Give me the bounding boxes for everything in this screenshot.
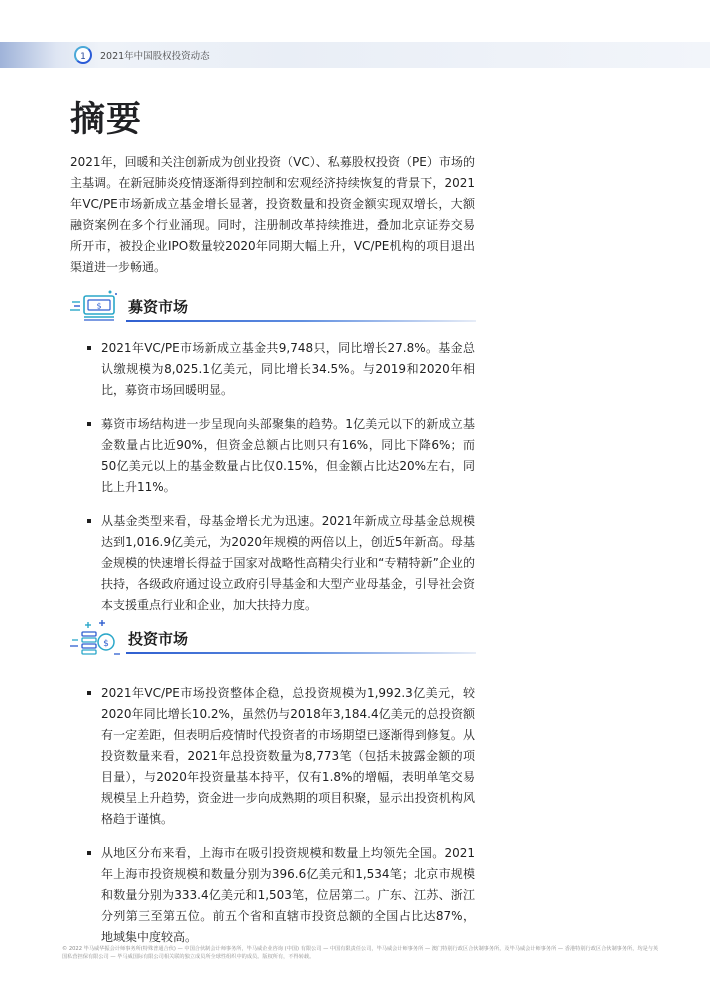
fundraising-bullet-list [87, 338, 475, 629]
bullet-marker [87, 422, 91, 426]
list-item [87, 414, 475, 498]
list-item [87, 511, 475, 616]
header-title: 2021年中国股权投资动态 [100, 51, 210, 62]
section-heading-fundraising [70, 294, 475, 324]
investment-bullet-list [87, 683, 475, 961]
page-number-badge: 1 [74, 46, 92, 64]
list-item [87, 683, 475, 830]
coins-growth-icon [70, 620, 122, 656]
bullet-text: 2021年VC/PE市场新成立基金共9,748只，同比增长27.8%。基金总认缴规模为8,025.1亿美元，同比增长34.5%。与2019和2020年相比，募资市场回暖明显。 [101, 341, 475, 397]
section-underline [126, 652, 476, 654]
bullet-marker [87, 851, 91, 855]
section-title: 投资市场 [128, 630, 189, 648]
bullet-marker [87, 691, 91, 695]
svg-text:$: $ [96, 301, 102, 311]
page-title: 摘要 [70, 100, 143, 140]
bullet-marker [87, 519, 91, 523]
intro-paragraph: 2021年，回暖和关注创新成为创业投资（VC）、私募股权投资（PE）市场的主基调。在新冠肺炎疫情逐渐得到控制和宏观经济持续恢复的背景下，2021年VC/PE市场新成立基金增长显著，投资数量和投资金额实现双增长，大额融资案例在多个行业涌现。同时，注册制改革持续推进，叠加北京证券交易所开市，被投企业IPO数量较2020年同期大幅上升，VC/PE机构的项目退出渠道进一步畅通。 [70, 155, 475, 274]
money-stack-icon [70, 288, 122, 324]
bullet-text: 从地区分布来看，上海市在吸引投资规模和数量上均领先全国。2021年上海市投资规模和数量分别为396.6亿美元和1,534笔；北京市规模和数量分别为333.4亿美元和1,503笔，位居第二。广东、江苏、浙江分列第三至第五位。前五个省和直辖市投资总额的全国占比达87%，地域集中度较高。 [101, 846, 475, 944]
list-item [87, 843, 475, 948]
bullet-text: 从基金类型来看，母基金增长尤为迅速。2021年新成立母基金总规模达到1,016.9亿美元，为2020年规模的两倍以上，创近5年新高。母基金规模的快速增长得益于国家对战略性高精尖行业和“专精特新”企业的扶持，各级政府通过设立政府引导基金和大型产业母基金，引导社会资本支援重点行业和企业，加大扶持力度。 [101, 514, 475, 612]
section-underline [126, 320, 476, 322]
bullet-marker [87, 346, 91, 350]
bullet-text: 募资市场结构进一步呈现向头部聚集的趋势。1亿美元以下的新成立基金数量占比近90%，但资金总额占比则只有16%，同比下降6%；而50亿美元以上的基金数量占比仅0.15%，但金额占比达20%左右，同比上升11%。 [101, 417, 475, 494]
footer-legal-text: © 2022 毕马威华振会计师事务所(特殊普通合伙) — 中国合伙制会计师事务所，毕马威企业咨询 (中国) 有限公司 — 中国有限责任公司，毕马威会计师事务所 — 澳门特别行政区合伙制事务所，及毕马威会计师事务所 — 香港特别行政区合伙制事务所，均是与英国私营担保有限公司 — 毕马威国际有限公司相关联的独立成员所全球性组织中的成员。版权所有，不得转载。 [62, 946, 659, 960]
section-heading-investment [70, 626, 475, 656]
bullet-text: 2021年VC/PE市场投资整体企稳，总投资规模为1,992.3亿美元，较2020年同比增长10.2%，虽然仍与2018年3,184.4亿美元的总投资额有一定差距，但表明后疫情时代投资者的市场期望已逐渐得到修复。从投资数量来看，2021年总投资数量为8,773笔（包括未披露金额的项目量），与2020年投资量基本持平，仅有1.8%的增幅，表明单笔交易规模呈上升趋势，资金进一步向成熟期的项目积聚，显示出投资机构风格趋于谨慎。 [101, 686, 475, 826]
list-item [87, 338, 475, 401]
svg-text:$: $ [103, 639, 109, 649]
section-title: 募资市场 [128, 298, 189, 316]
